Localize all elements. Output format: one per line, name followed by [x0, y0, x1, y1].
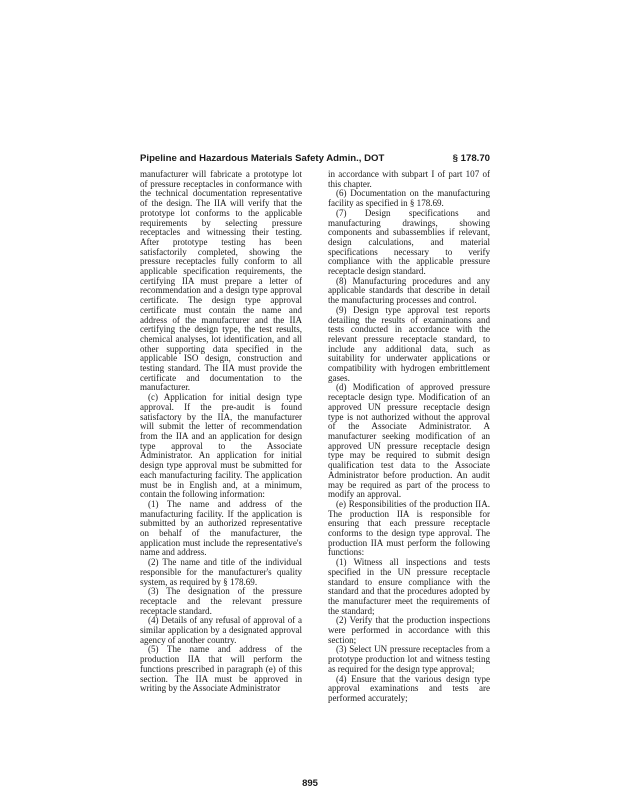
paragraph: (2) Verify that the production inspections were performed in accordance with this section;	[328, 615, 490, 645]
right-column	[328, 170, 490, 704]
paragraph: (8) Manufacturing procedures and any applicable standards that describe in detail the manufacturing processes and control.	[328, 275, 490, 306]
paragraph: (3) The designation of the pressure receptacle and the relevant pressure receptacle standard.	[140, 586, 302, 616]
paragraph: (c) Application for initial design type approval. If the pre-audit is found satisfactory by the IIA, the manufacturer will submit the letter of recommendation from the IIA and an application for design type approval to the Associate Administrator. An application for initial design type approval must be submitted for each manufacturing facility. The application must be in English and, at a minimum, contain the following information:	[140, 392, 302, 500]
paragraph: (d) Modification of approved pressure receptacle design type. Modification of an approved UN pressure receptacle design type is not authorized without the approval of the Associate Administrator. A manufacturer seeking modification of an approved UN pressure receptacle design type may be required to submit design qualification test data to the Associate Administrator before production. An audit may be required as part of the process to modify an approval.	[328, 382, 490, 500]
paragraph: (9) Design type approval test reports detailing the results of examinations and tests conducted in accordance with the relevant pressure receptacle standard, to include any additional data, such as suitability for underwater applications or compatibility with hydrogen embrittlement gases.	[328, 304, 490, 383]
page-number: 895	[302, 778, 318, 789]
paragraph: manufacturer will fabricate a prototype lot of pressure receptacles in conformance with the technical documentation representative of the design. The IIA will verify that the prototype lot conforms to the applicable requirements by selecting pressure receptacles and witnessing their testing. After prototype testing has been satisfactorily completed, showing the pressure receptacles fully conform to all applicable specification requirements, the certifying IIA must prepare a letter of recommendation and a design type approval certificate. The design type approval certificate must contain the name and address of the manufacturer and the IIA certifying the design type, the test results, chemical analyses, lot identification, and all other supporting data specified in the applicable ISO design, construction and testing standard. The IIA must provide the certificate and documentation to the manufacturer.	[140, 169, 302, 393]
left-column	[140, 170, 302, 694]
paragraph: (6) Documentation on the manufacturing facility as specified in § 178.69.	[328, 188, 490, 209]
paragraph: (4) Ensure that the various design type approval examinations and tests are performed accurately;	[328, 673, 490, 703]
running-header	[140, 153, 490, 167]
paragraph: (4) Details of any refusal of approval of a similar application by a designated approval agency of another country.	[140, 615, 302, 645]
paragraph: (7) Design specifications and manufacturing drawings, showing components and subassemblies if relevant, design calculations, and material specifications necessary to verify compliance with the applicable pressure receptacle design standard.	[328, 207, 490, 277]
paragraph: (5) The name and address of the production IIA that will perform the functions prescribed in paragraph (e) of this section. The IIA must be approved in writing by the Associate Administrator	[140, 644, 302, 694]
paragraph: (1) The name and address of the manufacturing facility. If the application is submitted by an authorized representative on behalf of the manufacturer, the application must include the representative's name and address.	[140, 498, 302, 558]
paragraph: (e) Responsibilities of the production IIA. The production IIA is responsible for ensuring that each pressure receptacle conforms to the design type approval. The production IIA must perform the following functions:	[328, 498, 490, 558]
paragraph: (1) Witness all inspections and tests specified in the UN pressure receptacle standard to ensure compliance with the standard and that the procedures adopted by the manufacturer meet the requirements of the standard;	[328, 557, 490, 616]
paragraph: (3) Select UN pressure receptacles from a prototype production lot and witness testing as required for the design type approval;	[328, 644, 490, 674]
paragraph: (2) The name and title of the individual responsible for the manufacturer's quality system, as required by § 178.69.	[140, 557, 302, 587]
header-section-number: § 178.70	[452, 153, 490, 164]
header-agency-title: Pipeline and Hazardous Materials Safety Admin., DOT	[140, 153, 385, 164]
paragraph: in accordance with subpart I of part 107 of this chapter.	[328, 169, 490, 189]
